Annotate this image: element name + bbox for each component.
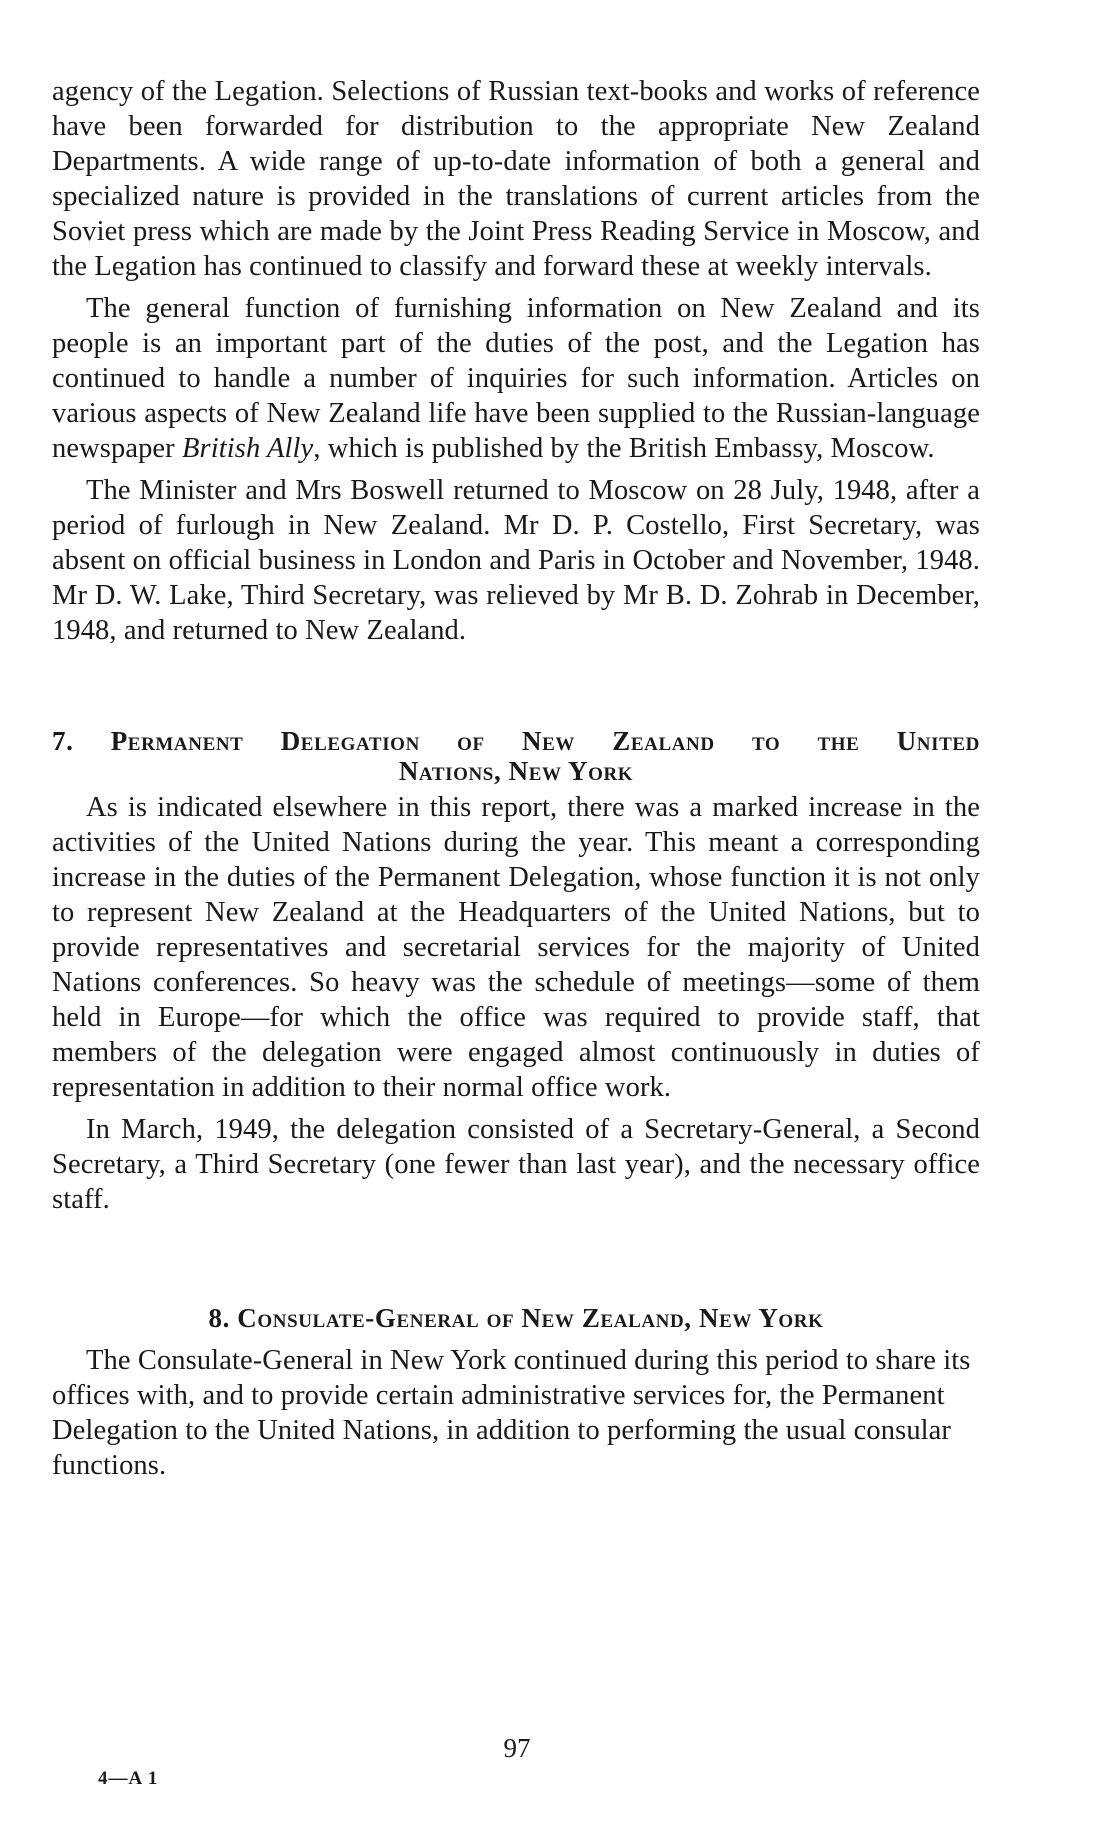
paragraph-legation-translations: agency of the Legation. Selections of Russian text-books and works of reference have been forwarded for distribution to the appropriate New Zealand Departments. A wide range of up-to-date information of both a general and specialized nature is provided in the translations of current articles from the Soviet press which are made by the Joint Press Reading Service in Moscow, and the Legation has continued to classify and forward these at weekly intervals. [52, 76, 980, 282]
paragraph-information-function-tail: , which is published by the British Embassy, Moscow. [313, 433, 935, 464]
section-consulate-general [52, 1343, 980, 1483]
paragraph-staff-movements: The Minister and Mrs Boswell returned to Moscow on 28 July, 1948, after a period of furlough in New Zealand. Mr D. P. Costello, First Secretary, was absent on official business in London and Paris in October and November, 1948. Mr D. W. Lake, Third Secretary, was relieved by Mr B. D. Zohrab in December, 1948, and returned to New Zealand. [52, 475, 980, 646]
paragraph-delegation-composition: In March, 1949, the delegation consisted of a Secretary-General, a Second Secretary, a Third Secretary (one fewer than last year), and the necessary office staff. [52, 1114, 980, 1215]
section-8-heading: 8. Consulate-General of New Zealand, New York [208, 1303, 824, 1333]
section-legation-moscow [52, 74, 980, 648]
page-number: 97 [503, 1733, 531, 1763]
section-7-heading [52, 726, 980, 786]
paragraph-information-function-text: The general function of furnishing information on New Zealand and its people is an important part of the duties of the post, and the Legation has continued to handle a number of inquiries for such information. Articles on various aspects of New Zealand life have been supplied to the Russian-language newspaper [52, 293, 980, 464]
paragraph-delegation-activities: As is indicated elsewhere in this report, there was a marked increase in the activities of the United Nations during the year. This meant a corresponding increase in the duties of the Permanent Delegation, whose function it is not only to represent New Zealand at the Headquarters of the United Nations, but to provide representatives and secretarial services for the majority of United Nations conferences. So heavy was the schedule of meetings—some of them held in Europe—for which the office was required to provide staff, that members of the delegation were engaged almost continuously in duties of representation in addition to their normal office work. [52, 792, 980, 1103]
newspaper-title: British Ally [182, 433, 314, 464]
section-permanent-delegation [52, 790, 980, 1217]
paragraph-consulate-general: The Consulate-General in New York continued during this period to share its offices with, and to provide certain administrative services for, the Permanent Delegation to the United Nations, in addition to performing the usual consular functions. [52, 1345, 971, 1481]
section-7-heading-line1: 7. Permanent Delegation of New Zealand to the United [52, 726, 980, 756]
paragraph-information-function [52, 291, 980, 466]
section-7-heading-line2: Nations, New York [398, 756, 634, 786]
printer-signature: 4—A 1 [98, 1768, 159, 1789]
